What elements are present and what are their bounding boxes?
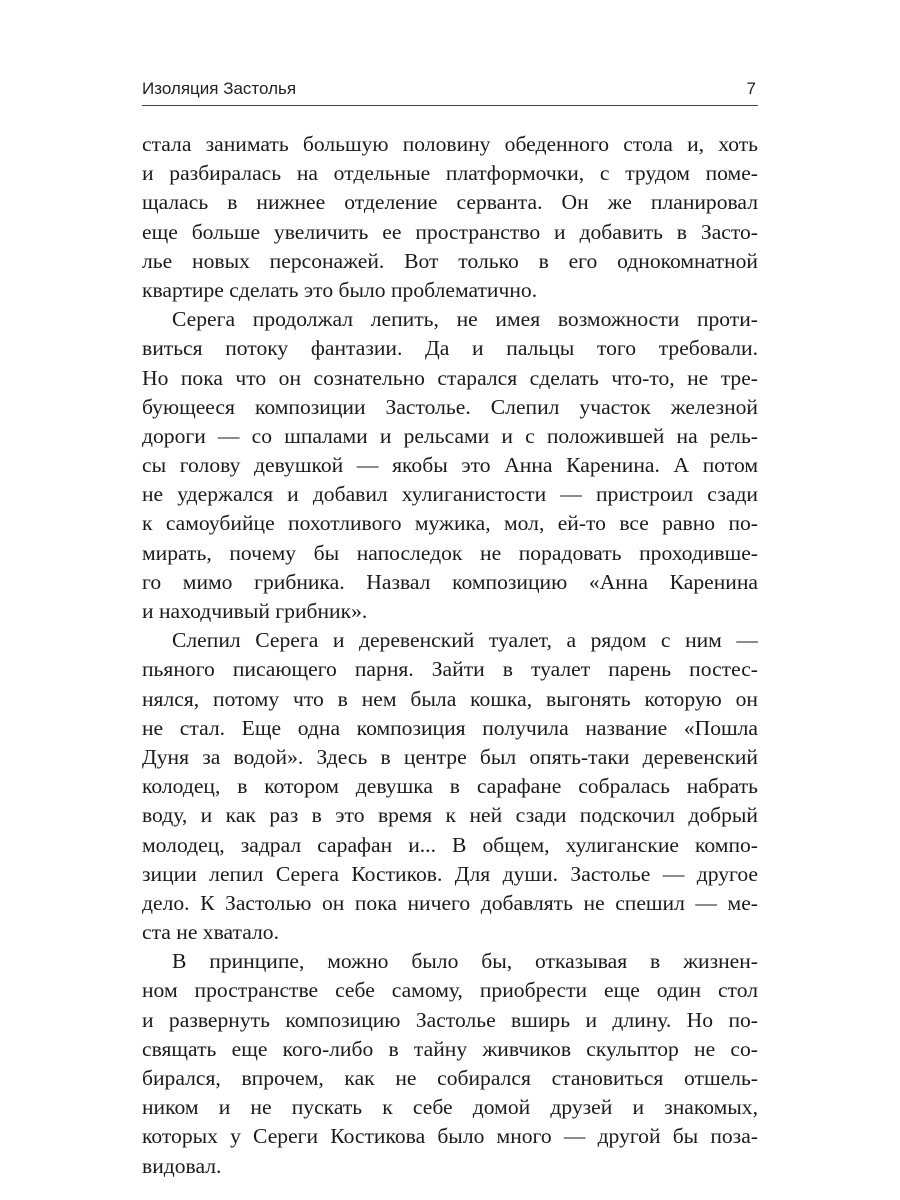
text-line: ста не хватало. <box>142 920 279 945</box>
text-line: щалась в нижнее отделение серванта. Он же планировал <box>142 190 758 215</box>
text-line: Слепил Серега и деревенский туалет, а рядом с ним — <box>172 628 758 653</box>
text-line: которых у Сереги Костикова было много — другой бы поза- <box>142 1124 758 1149</box>
paragraph-2 <box>142 305 758 626</box>
text-line: дороги — со шпалами и рельсами и с положившей на рель- <box>142 423 758 448</box>
text-line: мирать, почему бы напоследок не порадовать проходивше- <box>142 540 758 565</box>
text-line: еще больше увеличить ее пространство и добавить в Засто- <box>142 219 758 244</box>
text-line: не удержался и добавил хулиганистости — пристроил сзади <box>142 482 758 507</box>
text-line: дело. К Застолью он пока ничего добавлять не спешил — ме- <box>142 890 758 915</box>
text-line: и находчивый грибник». <box>142 599 368 623</box>
text-line: бующееся композиции Застолье. Слепил участок железной <box>142 394 758 419</box>
text-line: колодец, в котором девушка в сарафане собралась набрать <box>142 774 758 799</box>
running-title: Изоляция Застолья <box>142 79 297 98</box>
text-line: квартире сделать это было проблематично. <box>142 277 538 302</box>
paragraph-1 <box>142 130 758 305</box>
text-line: виться потоку фантазии. Да и пальцы того требовали. <box>142 336 758 361</box>
page-number: 7 <box>746 79 756 98</box>
text-line: ником и не пускать к себе домой друзей и знакомых, <box>142 1095 758 1120</box>
text-line: бирался, впрочем, как не собирался становиться отшель- <box>142 1066 758 1090</box>
text-line: сы голову девушкой — якобы это Анна Каренина. А потом <box>142 453 758 478</box>
text-line: В принципе, можно было бы, отказывая в жизнен- <box>172 949 758 974</box>
paragraph-4 <box>142 947 758 1181</box>
body-text <box>142 130 758 1181</box>
text-line: и развернуть композицию Застолье вширь и длину. Но по- <box>142 1007 758 1032</box>
text-line: к самоубийце похотливого мужика, мол, ей-то все равно по- <box>142 511 758 536</box>
text-line: и разбиралась на отдельные платформочки, с трудом поме- <box>142 161 758 186</box>
text-line: молодец, задрал сарафан и... В общем, хулиганские компо- <box>142 832 758 857</box>
header-rule <box>142 105 758 106</box>
text-line: нялся, потому что в нем была кошка, выгонять которую он <box>142 686 758 711</box>
text-line: зиции лепил Серега Костиков. Для души. Застолье — другое <box>142 861 758 886</box>
text-line: Серега продолжал лепить, не имея возможности проти- <box>172 307 758 332</box>
text-line: стала занимать большую половину обеденного стола и, хоть <box>142 132 758 156</box>
paragraph-3 <box>142 626 758 947</box>
text-line: пьяного писающего парня. Зайти в туалет парень постес- <box>142 657 758 682</box>
running-head <box>142 78 758 100</box>
text-line: лье новых персонажей. Вот только в его однокомнатной <box>142 248 758 273</box>
text-line: ном пространстве себе самому, приобрести еще один стол <box>142 978 758 1003</box>
text-line: свящать еще кого-либо в тайну живчиков скульптор не со- <box>142 1036 758 1061</box>
text-line: воду, и как раз в это время к ней сзади подскочил добрый <box>142 803 758 828</box>
text-line: не стал. Еще одна композиция получила название «Пошла <box>142 715 758 740</box>
text-line: го мимо грибника. Назвал композицию «Анна Каренина <box>142 569 758 594</box>
text-line: видовал. <box>142 1153 222 1178</box>
text-line: Дуня за водой». Здесь в центре был опять-таки деревенский <box>142 744 758 769</box>
text-line: Но пока что он сознательно старался сделать что-то, не тре- <box>142 365 758 390</box>
